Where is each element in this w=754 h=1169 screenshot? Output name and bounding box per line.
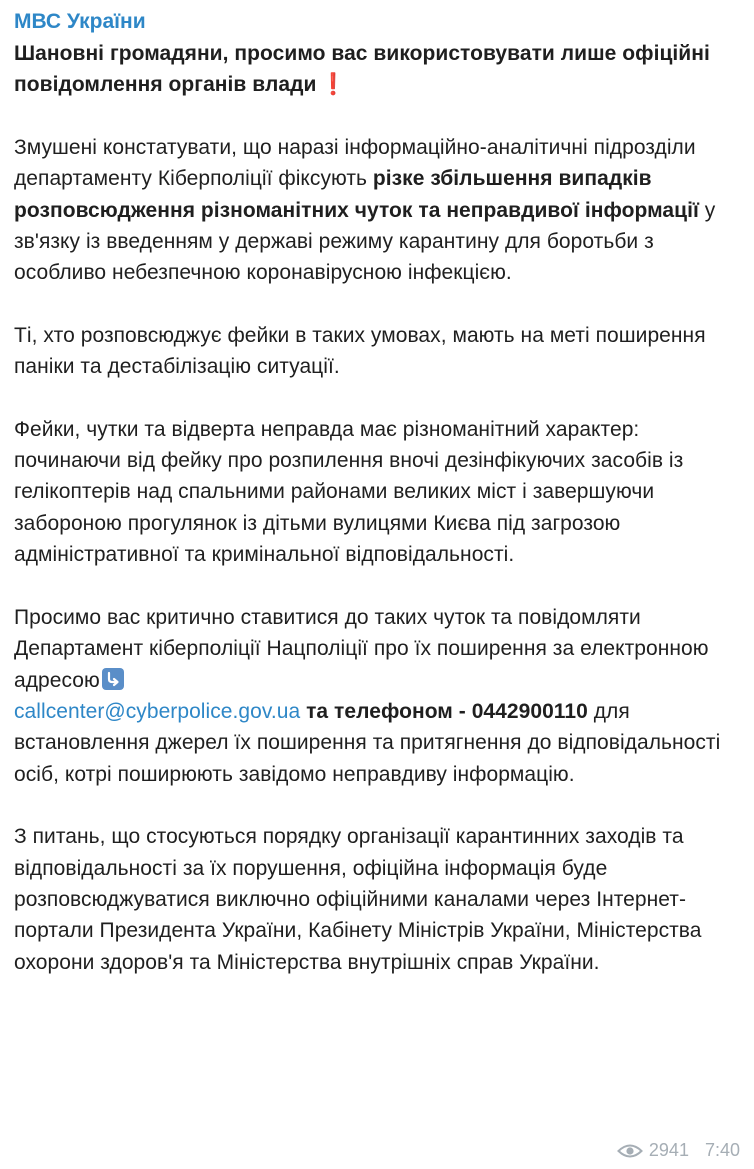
email-link[interactable]: callcenter@cyberpolice.gov.ua [14, 699, 301, 723]
paragraph-4 [14, 602, 740, 790]
message-time: 7:40 [704, 1140, 740, 1160]
view-count: 2941 [648, 1140, 689, 1160]
eye-icon [617, 1143, 643, 1159]
paragraph-5: З питань, що стосуються порядку організації карантинних заходів та відповідальності за їх порушення, офіційна інформація буде розповсюджуватися виключно офіційними каналами через Інтернет-портали Президента України, Кабінету Міністрів України, Міністерства охорони здоров'я та Міністерства внутрішніх справ України. [14, 825, 702, 974]
arrow-down-right-icon [102, 668, 124, 690]
paragraph-2: Ті, хто розповсюджує фейки в таких умовах, мають на меті поширення паніки та дестабілізацію ситуації. [14, 323, 706, 379]
message-meta [617, 1140, 740, 1161]
paragraph-1 [14, 132, 740, 289]
channel-name[interactable]: МВС України [14, 10, 146, 33]
phone-text: та телефоном - 0442900110 [300, 699, 588, 723]
paragraph-1-intro: Змушені констатувати, що наразі інформаційно-аналітичні підрозділи департаменту Кіберполіції фіксують [14, 135, 696, 191]
message-headline [14, 38, 740, 101]
headline-text: Шановні громадяни, просимо вас використовувати лише офіційні повідомлення органів влади [14, 42, 710, 97]
message-body [14, 38, 740, 978]
paragraph-1-rest: у зв'язку із введенням у державі режиму карантину для боротьби з особливо небезпечною коронавірусною інфекцією. [14, 198, 716, 285]
paragraph-1-highlight: різке збільшення випадків розповсюдження різноманітних чуток та неправдивої інформації [14, 167, 699, 222]
exclamation-emoji-icon: ❗ [320, 73, 347, 97]
paragraph-4-intro: Просимо вас критично ставитися до таких чуток та повідомляти Департамент кіберполіції Нацполіції про їх поширення за електронною адресою [14, 605, 709, 692]
paragraph-4-rest: для встановлення джерел їх поширення та притягнення до відповідальності осіб, котрі поширюють завідомо неправдиву інформацію. [14, 699, 721, 786]
paragraph-3: Фейки, чутки та відверта неправда має різноманітний характер: починаючи від фейку про розпилення вночі дезінфікуючих засобів із гелікоптерів над спальними районами великих міст і завершуючи забороною прогулянок із дітьми вулицями Києва під загрозою адміністративної та кримінальної відповідальності. [14, 417, 684, 567]
